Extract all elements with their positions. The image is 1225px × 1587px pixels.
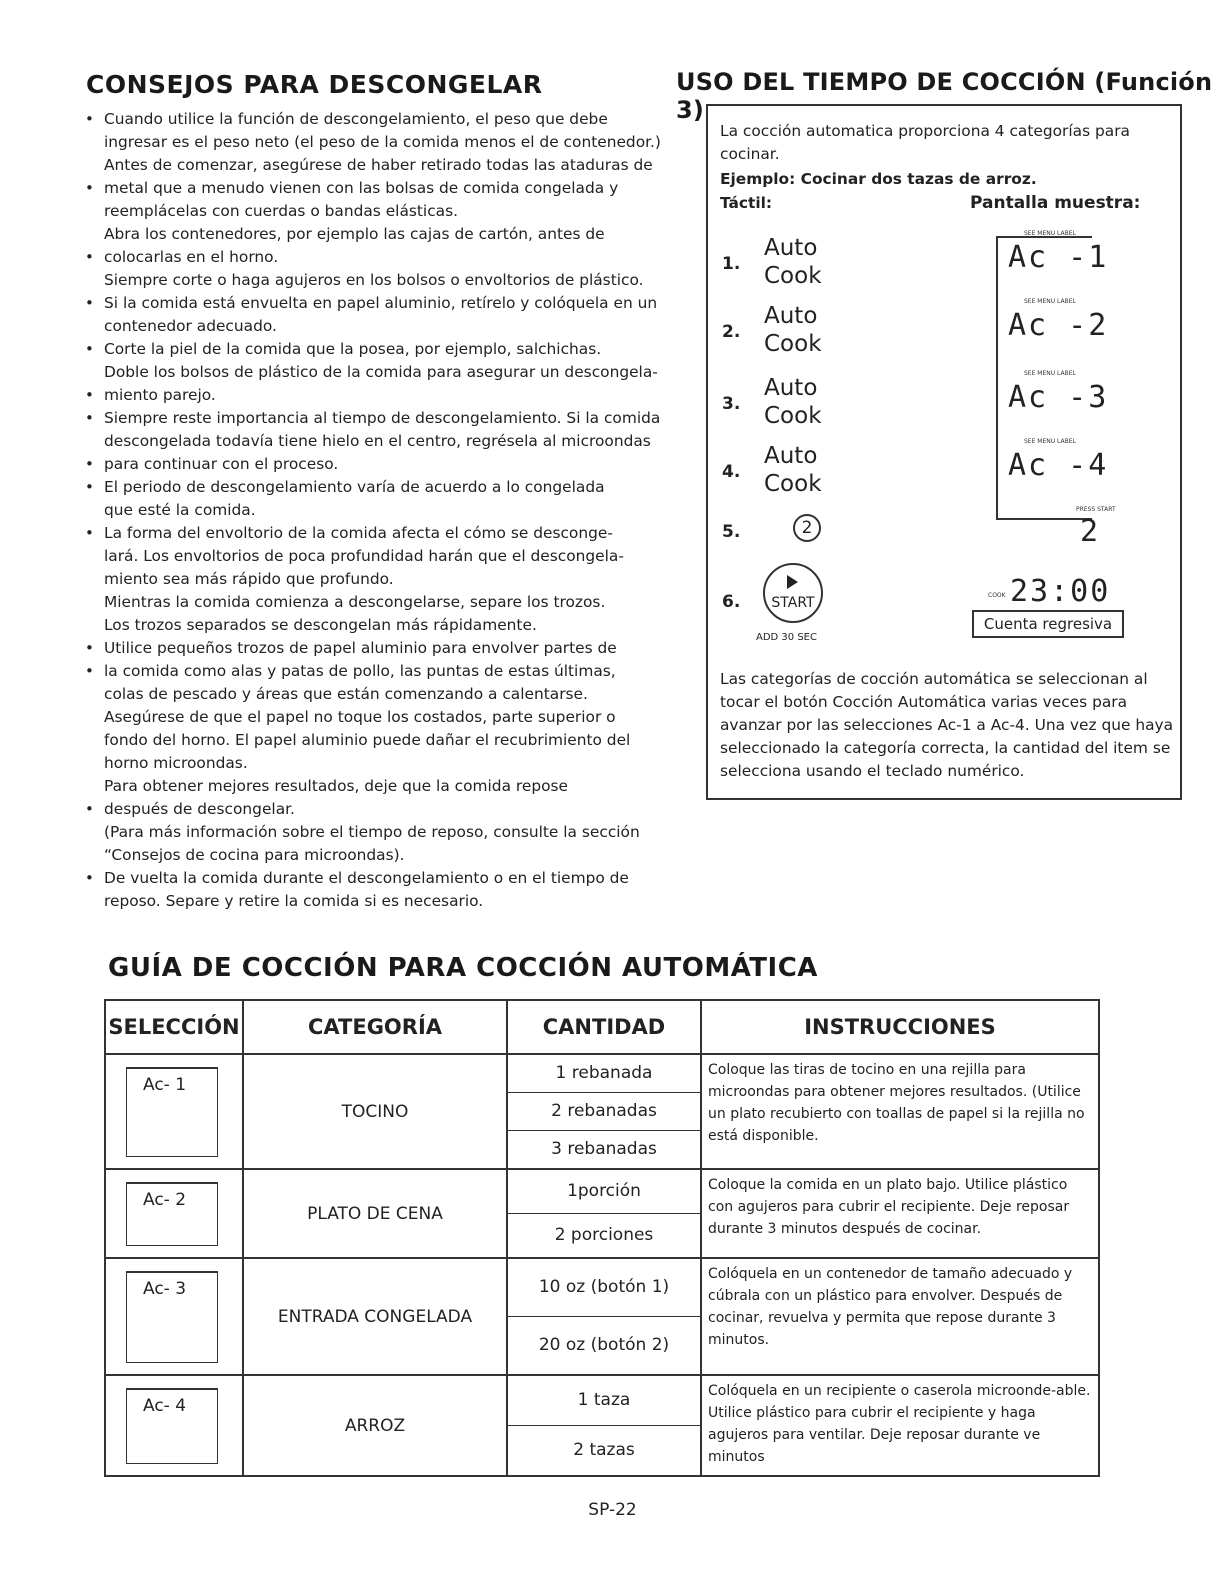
quantity-cell	[507, 1258, 701, 1375]
quantity-option: 1porción	[508, 1170, 700, 1214]
step-number: 2.	[722, 322, 741, 342]
quantity-cell	[507, 1054, 701, 1169]
see-menu-label: SEE MENU LABEL	[1024, 438, 1076, 445]
defrost-tip-line: reemplácelas con cuerdas o bandas elásticas.	[104, 202, 459, 220]
display-panel	[996, 236, 1092, 520]
add-30-sec-label: ADD 30 SEC	[756, 632, 817, 643]
auto-cook-key-line2: Cook	[764, 471, 822, 497]
selection-cell	[105, 1054, 243, 1169]
table-row	[105, 1169, 1099, 1258]
auto-cook-key[interactable]	[764, 302, 822, 358]
display-readout: Ac -4	[1008, 448, 1109, 483]
start-button-label: START	[771, 595, 815, 611]
quantity-option: 3 rebanadas	[551, 1139, 657, 1159]
defrost-tip-line: • Utilice pequeños trozos de papel aluminio para envolver partes de	[82, 637, 702, 660]
header-category: CATEGORÍA	[243, 1000, 507, 1054]
display-readout: Ac -1	[1008, 240, 1109, 275]
defrost-tip-line: horno microondas.	[104, 754, 248, 772]
defrost-tip-line: • para continuar con el proceso.	[82, 453, 702, 476]
auto-cook-key-line2: Cook	[764, 331, 822, 357]
display-readout: 2	[1080, 514, 1101, 549]
press-start-label: PRESS START	[1076, 506, 1116, 513]
step-number: 1.	[722, 254, 741, 274]
defrost-tip-line: • la comida como alas y patas de pollo, las puntas de estas últimas,	[82, 660, 702, 683]
cook-intro: La cocción automatica proporciona 4 categorías para cocinar.	[720, 122, 1130, 163]
table-row	[105, 1375, 1099, 1476]
selection-cell	[105, 1169, 243, 1258]
auto-cook-key-line2: Cook	[764, 263, 822, 289]
see-menu-label: SEE MENU LABEL	[1024, 370, 1076, 377]
header-selection: SELECCIÓN	[105, 1000, 243, 1054]
display-readout: Ac -3	[1008, 380, 1109, 415]
auto-cook-guide-title: GUÍA DE COCCIÓN PARA COCCIÓN AUTOMÁTICA	[108, 953, 818, 983]
auto-cook-key-line2: Cook	[764, 403, 822, 429]
defrost-tip-line: reposo. Separe y retire la comida si es necesario.	[104, 892, 484, 910]
defrost-tip-line: • De vuelta la comida durante el descongelamiento o en el tiempo de	[82, 867, 702, 890]
defrost-tip-line: Mientras la comida comienza a descongelarse, separe los trozos.	[104, 593, 606, 611]
auto-cook-key-line1: Auto	[764, 443, 818, 469]
auto-cook-key[interactable]	[764, 374, 822, 430]
quantity-option: 10 oz (botón 1)	[508, 1259, 700, 1317]
category-cell: ARROZ	[243, 1375, 507, 1476]
see-menu-label: SEE MENU LABEL	[1024, 298, 1076, 305]
cook-indicator: COOK	[988, 592, 1006, 599]
quantity-option: 20 oz (botón 2)	[538, 1335, 670, 1355]
countdown-readout: 23:00	[1010, 574, 1111, 609]
defrost-tip-line: Antes de comenzar, asegúrese de haber retirado todas las ataduras de	[104, 156, 653, 174]
defrost-tip-line: • Si la comida está envuelta en papel aluminio, retírelo y colóquela en un	[82, 292, 702, 315]
defrost-tip-line: • El periodo de descongelamiento varía de acuerdo a lo congelada	[82, 476, 702, 499]
category-cell: TOCINO	[243, 1054, 507, 1169]
see-menu-label: SEE MENU LABEL	[1024, 230, 1076, 237]
category-cell: ENTRADA CONGELADA	[243, 1258, 507, 1375]
countdown-label: Cuenta regresiva	[972, 610, 1124, 638]
cook-time-title: USO DEL TIEMPO DE COCCIÓN (Función 3)	[676, 68, 1213, 124]
cook-note: Las categorías de cocción automática se seleccionan al tocar el botón Cocción Automática varias veces para avanzar por las selecciones Ac-1 a Ac-4. Una vez que haya seleccionado la categoría correcta, la cantidad del item se selecciona usando el teclado numérico.	[720, 670, 1174, 780]
step-number: 4.	[722, 462, 741, 482]
defrost-tip-line: fondo del horno. El papel aluminio puede dañar el recubrimiento del	[104, 731, 631, 749]
defrost-tip-line: Doble los bolsos de plástico de la comida para asegurar un descongela-	[104, 363, 658, 381]
defrost-tip-line: Los trozos separados se descongelan más rápidamente.	[104, 616, 537, 634]
defrost-tip-line: que esté la comida.	[104, 501, 256, 519]
instructions-cell: Colóquela en un contenedor de tamaño adecuado y cúbrala con un plástico para envolver. Después de cocinar, revuelva y permita que repose durante 3 minutos.	[701, 1258, 1099, 1375]
defrost-tip-line: • Siempre reste importancia al tiempo de descongelamiento. Si la comida	[82, 407, 702, 430]
start-button[interactable]	[763, 563, 823, 623]
auto-cook-key[interactable]	[764, 442, 822, 498]
defrost-tip-line: descongelada todavía tiene hielo en el centro, regrésela al microondas	[104, 432, 651, 450]
instructions-cell: Coloque las tiras de tocino en una rejilla para microondas para obtener mejores resultados. (Utilice un plato recubierto con toallas de papel si la rejilla no está disponible.	[701, 1054, 1099, 1169]
defrost-tip-line: Siempre corte o haga agujeros en los bolsos o envoltorios de plástico.	[104, 271, 644, 289]
header-quantity: CANTIDAD	[507, 1000, 701, 1054]
defrost-tip-line: miento sea más rápido que profundo.	[104, 570, 394, 588]
defrost-tip-line: “Consejos de cocina para microondas).	[104, 846, 405, 864]
defrost-tip-line: • colocarlas en el horno.	[82, 246, 702, 269]
play-icon	[787, 575, 798, 589]
cook-example-box	[706, 104, 1182, 800]
auto-cook-key-line1: Auto	[764, 235, 818, 261]
defrost-tip-line: • Cuando utilice la función de descongelamiento, el peso que debe	[82, 108, 702, 131]
quantity-option: 1 taza	[508, 1376, 700, 1426]
quantity-cell	[507, 1169, 701, 1258]
defrost-tips-title: CONSEJOS PARA DESCONGELAR	[86, 70, 543, 99]
defrost-tip-line: • después de descongelar.	[82, 798, 702, 821]
quantity-option: 2 rebanadas	[508, 1093, 700, 1131]
step-number: 3.	[722, 394, 741, 414]
auto-cook-key[interactable]	[764, 234, 822, 290]
instructions-cell: Colóquela en un recipiente o caserola microonde-able. Utilice plástico para cubrir el recipiente y haga agujeros para ventilar. Deje reposar durante ve minutos	[701, 1375, 1099, 1476]
table-row	[105, 1258, 1099, 1375]
auto-cook-key-line1: Auto	[764, 375, 818, 401]
defrost-tip-line: Abra los contenedores, por ejemplo las cajas de cartón, antes de	[104, 225, 605, 243]
quantity-option: 2 tazas	[573, 1440, 635, 1460]
quantity-option: 2 porciones	[554, 1225, 654, 1245]
number-2-key[interactable]: 2	[793, 514, 821, 542]
header-instructions: INSTRUCCIONES	[701, 1000, 1099, 1054]
cook-example: Ejemplo: Cocinar dos tazas de arroz.	[720, 170, 1037, 188]
step-number: 5.	[722, 522, 741, 542]
touch-label: Táctil:	[720, 194, 773, 212]
display-label: Pantalla muestra:	[970, 193, 1141, 213]
table-row	[105, 1054, 1099, 1169]
display-readout: Ac -2	[1008, 308, 1109, 343]
defrost-tip-line: colas de pescado y áreas que están comenzando a calentarse.	[104, 685, 588, 703]
instructions-cell: Coloque la comida en un plato bajo. Utilice plástico con agujeros para cubrir el recipiente. Deje reposar durante 3 minutos después de cocinar.	[701, 1169, 1099, 1258]
defrost-tip-line: ingresar es el peso neto (el peso de la comida menos el de contenedor.)	[104, 133, 661, 151]
category-cell: PLATO DE CENA	[243, 1169, 507, 1258]
selection-code: Ac- 3	[126, 1271, 218, 1363]
selection-code: Ac- 4	[126, 1388, 218, 1464]
auto-cook-key-line1: Auto	[764, 303, 818, 329]
selection-cell	[105, 1258, 243, 1375]
defrost-tip-line: Asegúrese de que el papel no toque los costados, parte superior o	[104, 708, 616, 726]
defrost-tip-line: lará. Los envoltorios de poca profundidad harán que el descongela-	[104, 547, 624, 565]
defrost-tip-line: (Para más información sobre el tiempo de reposo, consulte la sección	[104, 823, 640, 841]
selection-code: Ac- 1	[126, 1067, 218, 1157]
defrost-tip-line: • miento parejo.	[82, 384, 702, 407]
defrost-tip-line: contenedor adecuado.	[104, 317, 277, 335]
selection-cell	[105, 1375, 243, 1476]
defrost-tip-line: • metal que a menudo vienen con las bolsas de comida congelada y	[82, 177, 702, 200]
selection-code: Ac- 2	[126, 1182, 218, 1246]
defrost-tip-line: • La forma del envoltorio de la comida afecta el cómo se desconge-	[82, 522, 702, 545]
step-number: 6.	[722, 592, 741, 612]
quantity-option: 1 rebanada	[508, 1055, 700, 1093]
page-number: SP-22	[588, 1500, 637, 1520]
defrost-tip-line: • Corte la piel de la comida que la posea, por ejemplo, salchichas.	[82, 338, 702, 361]
auto-cook-guide-table	[104, 999, 1100, 1477]
defrost-tip-line: Para obtener mejores resultados, deje que la comida repose	[104, 777, 569, 795]
quantity-cell	[507, 1375, 701, 1476]
defrost-tips-list	[82, 108, 702, 913]
